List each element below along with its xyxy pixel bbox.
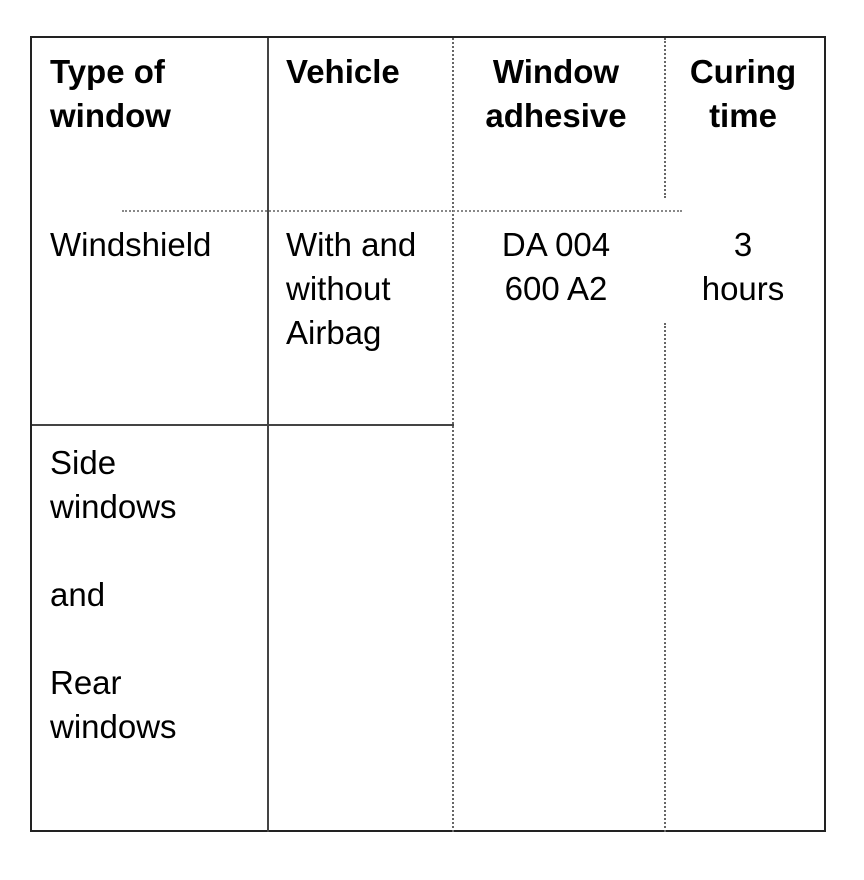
header-window-adhesive: Window adhesive bbox=[485, 53, 627, 134]
cell-side-rear-windows: Side windows and Rear windows bbox=[50, 444, 177, 745]
column-divider-2 bbox=[452, 38, 454, 832]
header-curing-time: Curing time bbox=[689, 53, 797, 134]
cell-window-adhesive: DA 004 600 A2 bbox=[501, 226, 611, 307]
cell-windshield: Windshield bbox=[50, 226, 212, 263]
cell-vehicle-airbag: With and without Airbag bbox=[286, 226, 417, 351]
column-divider-3 bbox=[664, 38, 666, 198]
header-vehicle: Vehicle bbox=[286, 53, 400, 90]
header-divider bbox=[122, 210, 682, 212]
row-divider bbox=[32, 424, 454, 426]
header-type-of-window: Type of window bbox=[50, 53, 171, 134]
adhesive-table bbox=[30, 36, 826, 832]
column-divider-3-lower bbox=[664, 323, 666, 832]
column-divider-1 bbox=[267, 38, 269, 832]
cell-curing-time: 3 hours bbox=[701, 226, 785, 307]
